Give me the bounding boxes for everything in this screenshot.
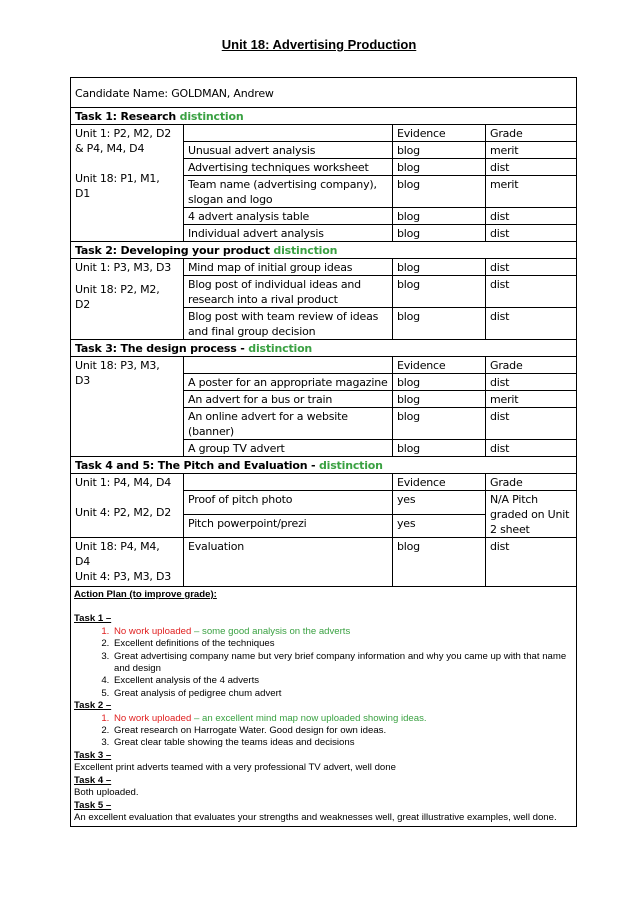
task1-units-line: D1 bbox=[75, 187, 91, 200]
task-item: Blog post of individual ideas and research into a rival product bbox=[184, 276, 393, 308]
task3-feedback-heading: Task 3 – bbox=[74, 749, 112, 761]
list-item: 4. Excellent analysis of the 4 adverts bbox=[112, 675, 573, 687]
task1-units-line: Unit 18: P1, M1, bbox=[75, 172, 160, 185]
list-item: 1. No work uploaded – some good analysis on the adverts bbox=[112, 626, 573, 638]
task45-units-line: Unit 18: P4, M4, bbox=[75, 540, 160, 553]
evidence-header: Evidence bbox=[393, 125, 486, 142]
task-item: Pitch powerpoint/prezi bbox=[184, 514, 393, 538]
list-item: 2. Great research on Harrogate Water. Good design for own ideas. bbox=[112, 725, 573, 737]
task1-grade: distinction bbox=[179, 110, 244, 123]
task2-units-line: Unit 1: P3, M3, D3 bbox=[75, 261, 172, 274]
grade-cell: dist bbox=[486, 538, 577, 587]
assessment-table-frame bbox=[70, 77, 576, 827]
task-item: An online advert for a website (banner) bbox=[184, 408, 393, 440]
evidence-cell: blog bbox=[393, 159, 486, 176]
grade-header: Grade bbox=[486, 474, 577, 491]
task-item: Mind map of initial group ideas bbox=[184, 259, 393, 276]
task45-grade: distinction bbox=[318, 459, 383, 472]
evidence-header: Evidence bbox=[393, 357, 486, 374]
action-plan-heading: Action Plan (to improve grade): bbox=[74, 589, 217, 600]
grade-cell: dist bbox=[486, 276, 577, 308]
evidence-cell: blog bbox=[393, 176, 486, 208]
task-item: Individual advert analysis bbox=[184, 225, 393, 242]
task1-units-line: Unit 1: P2, M2, D2 bbox=[75, 127, 172, 140]
task1-col-header-row bbox=[71, 125, 577, 142]
task2-units-line: D2 bbox=[75, 298, 91, 311]
table-row bbox=[71, 259, 577, 276]
evidence-cell: yes bbox=[393, 491, 486, 515]
candidate-label: Candidate Name: bbox=[75, 86, 168, 100]
task-item: A group TV advert bbox=[184, 440, 393, 457]
grade-header: Grade bbox=[486, 125, 577, 142]
task45-units-line: Unit 4: P2, M2, D2 bbox=[75, 506, 172, 519]
grade-cell: dist bbox=[486, 159, 577, 176]
task-item: Evaluation bbox=[184, 538, 393, 587]
task-item: Blog post with team review of ideas and final group decision bbox=[184, 308, 393, 340]
task45-heading: Task 4 and 5: The Pitch and Evaluation - bbox=[75, 459, 316, 472]
grade-cell: dist bbox=[486, 259, 577, 276]
task45-col-header-row bbox=[71, 474, 577, 491]
task1-heading: Task 1: Research bbox=[75, 110, 177, 123]
task45-units bbox=[71, 474, 184, 538]
task2-feedback-heading: Task 2 – bbox=[74, 700, 112, 712]
task2-units bbox=[71, 259, 184, 340]
candidate-row bbox=[71, 78, 577, 108]
task3-units-line: Unit 18: P3, M3, bbox=[75, 359, 160, 372]
evidence-cell: blog bbox=[393, 259, 486, 276]
evidence-cell: blog bbox=[393, 208, 486, 225]
action-plan bbox=[71, 587, 577, 827]
task2-units-line: Unit 18: P2, M2, bbox=[75, 283, 160, 296]
task4-feedback: Both uploaded. bbox=[74, 787, 139, 799]
task5-feedback-heading: Task 5 – bbox=[74, 799, 112, 811]
task3-heading: Task 3: The design process - bbox=[75, 342, 245, 355]
evidence-cell: blog bbox=[393, 276, 486, 308]
table-row bbox=[71, 538, 577, 587]
task1-feedback-heading: Task 1 – bbox=[74, 613, 112, 625]
grade-cell: dist bbox=[486, 308, 577, 340]
task45-units-line: Unit 1: P4, M4, D4 bbox=[75, 476, 172, 489]
evidence-cell: blog bbox=[393, 374, 486, 391]
evidence-cell: blog bbox=[393, 142, 486, 159]
task2-heading: Task 2: Developing your product bbox=[75, 244, 270, 257]
grade-cell: dist bbox=[486, 440, 577, 457]
evidence-cell: blog bbox=[393, 391, 486, 408]
list-item: 5. Great analysis of pedigree chum advert bbox=[112, 688, 573, 700]
task45-units-2 bbox=[71, 538, 184, 587]
list-item: 1. No work uploaded – an excellent mind map now uploaded showing ideas. bbox=[112, 713, 573, 725]
task3-grade: distinction bbox=[248, 342, 313, 355]
document-title: Unit 18: Advertising Production bbox=[221, 37, 417, 52]
task45-units-line: Unit 4: P3, M3, D3 bbox=[75, 570, 172, 583]
assessment-table bbox=[70, 77, 577, 827]
task-item: Unusual advert analysis bbox=[184, 142, 393, 159]
list-item: 3. Great clear table showing the teams ideas and decisions bbox=[112, 737, 573, 749]
task-item: Advertising techniques worksheet bbox=[184, 159, 393, 176]
task1-feedback-list bbox=[74, 626, 573, 700]
list-item: 2. Excellent definitions of the techniques bbox=[112, 638, 573, 650]
task2-feedback-list bbox=[74, 713, 573, 750]
task3-units bbox=[71, 357, 184, 457]
task-item: An advert for a bus or train bbox=[184, 391, 393, 408]
task2-header-row bbox=[71, 242, 577, 259]
action-plan-row bbox=[71, 587, 577, 827]
evidence-cell: yes bbox=[393, 514, 486, 538]
task3-units-line: D3 bbox=[75, 374, 91, 387]
evidence-cell: blog bbox=[393, 308, 486, 340]
task-item: Proof of pitch photo bbox=[184, 491, 393, 515]
task5-feedback: An excellent evaluation that evaluates your strengths and weaknesses well, great illustrative examples, well done. bbox=[74, 811, 557, 823]
task45-header-row bbox=[71, 457, 577, 474]
task4-feedback-heading: Task 4 – bbox=[74, 774, 112, 786]
task3-feedback: Excellent print adverts teamed with a very professional TV advert, well done bbox=[74, 762, 396, 774]
grade-cell: dist bbox=[486, 225, 577, 242]
task1-units-line: & P4, M4, D4 bbox=[75, 142, 145, 155]
task3-header-row bbox=[71, 340, 577, 357]
list-item: 3. Great advertising company name but very brief company information and why you came up with that name and design bbox=[112, 651, 573, 676]
evidence-header: Evidence bbox=[393, 474, 486, 491]
task-item: A poster for an appropriate magazine bbox=[184, 374, 393, 391]
task3-col-header-row bbox=[71, 357, 577, 374]
evidence-cell: blog bbox=[393, 225, 486, 242]
task-item: 4 advert analysis table bbox=[184, 208, 393, 225]
grade-header: Grade bbox=[486, 357, 577, 374]
task2-grade: distinction bbox=[273, 244, 338, 257]
task1-units bbox=[71, 125, 184, 242]
task45-units-line: D4 bbox=[75, 555, 91, 568]
task1-header-row bbox=[71, 108, 577, 125]
grade-cell: dist bbox=[486, 374, 577, 391]
grade-cell: merit bbox=[486, 391, 577, 408]
grade-cell: merit bbox=[486, 142, 577, 159]
evidence-cell: blog bbox=[393, 408, 486, 440]
evidence-cell: blog bbox=[393, 538, 486, 587]
task-item: Team name (advertising company), slogan and logo bbox=[184, 176, 393, 208]
grade-cell: dist bbox=[486, 408, 577, 440]
candidate-name: GOLDMAN, Andrew bbox=[171, 86, 274, 100]
pitch-grade-note: N/A Pitch graded on Unit 2 sheet bbox=[486, 491, 577, 538]
grade-cell: dist bbox=[486, 208, 577, 225]
evidence-cell: blog bbox=[393, 440, 486, 457]
grade-cell: merit bbox=[486, 176, 577, 208]
